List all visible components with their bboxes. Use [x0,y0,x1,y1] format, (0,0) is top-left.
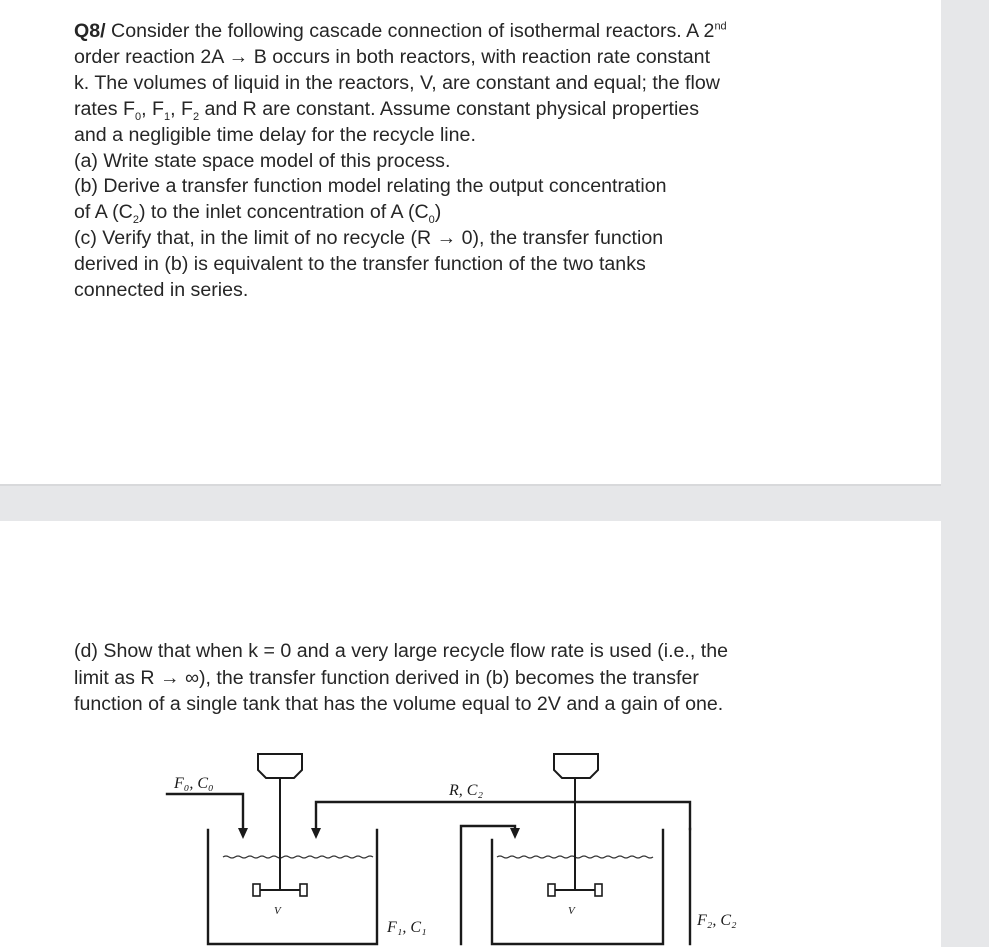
separator-edge-top [0,484,941,486]
part-a: (a) Write state space model of this process. [74,149,451,172]
part-d-line-3: function of a single tank that has the volume equal to 2V and a gain of one. [74,693,724,716]
recycle-label: R, C₂ [449,782,484,799]
part-c-line-3: connected in series. [74,279,249,302]
question-line-5: and a negligible time delay for the recycle line. [74,123,476,146]
part-d-line-2: limit as R → ∞), the transfer function derived in (b) becomes the transfer [74,666,699,689]
scrollbar-track[interactable] [941,0,989,947]
tank-1-liquid-surface [223,856,373,858]
tank-1-volume-label: V [274,905,281,917]
question-text [74,19,864,304]
interstage-arrow-head [510,828,520,839]
feed-label: F₀, C₀ [174,775,214,792]
feed-line [167,794,243,834]
question-line-2: order reaction 2A → B occurs in both reactors, with reaction rate constant [74,45,711,68]
question-number: Q8/ [74,20,106,42]
agitator-1-icon [253,754,307,896]
recycle-arrow-head [311,828,321,839]
tank-2-volume-label: V [568,905,575,917]
recycle-return-line [316,802,690,834]
part-b-line-1: (b) Derive a transfer function model relating the output concentration [74,175,667,198]
part-d-line-1: (d) Show that when k = 0 and a very large recycle flow rate is used (i.e., the [74,640,728,662]
feed-arrow-head [238,828,248,839]
part-c-line-2: derived in (b) is equivalent to the transfer function of the two tanks [74,253,646,276]
part-b-line-2: of A $(C_2)$ to the inlet concentration of A $(C_0)$ [74,201,442,227]
page-separator [0,484,941,521]
question-line-1: Q8/ Consider the following cascade connection of isothermal reactors. A 2nd [74,20,727,42]
interstage-pipe [461,826,515,944]
part-c-line-1: (c) Verify that, in the limit of no recycle (R → 0), the transfer function [74,227,664,250]
agitator-2-icon [548,754,602,896]
tank-1-wall [208,830,377,944]
part-d-text [74,638,864,718]
tank-2-wall [492,830,663,944]
interstage-label: F₁, C₁ [387,919,427,936]
question-line-3: k. The volumes of liquid in the reactors, V, are constant and equal; the flow [74,71,720,94]
outlet-label: F₂, C₂ [697,912,737,929]
reactor-diagram [0,740,941,947]
question-line-4: rates $F_0$, $F_1$, $F_2$ and R are constant. Assume constant physical properties [74,97,699,123]
